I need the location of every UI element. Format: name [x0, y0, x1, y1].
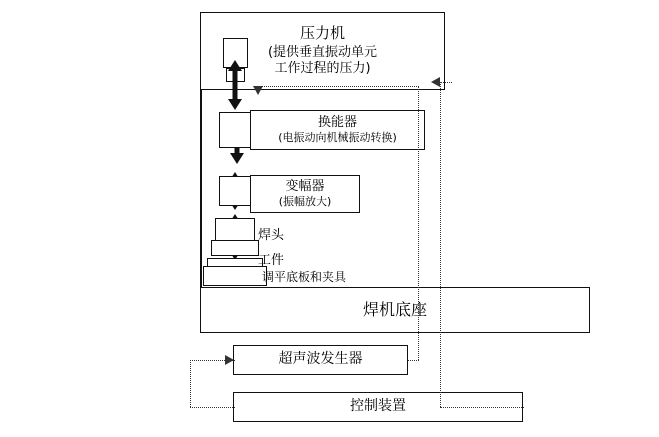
- fixture-label: 调平底板和夹具: [262, 270, 347, 284]
- control-to-press-top: [440, 82, 452, 83]
- horn-tip-block: [211, 240, 259, 256]
- booster-callout-box: [250, 175, 360, 213]
- welder-base-box: [200, 287, 590, 333]
- signal-line-to-transducer: [258, 86, 419, 87]
- horn-label: 焊头: [258, 228, 285, 243]
- signal-arrow-into-transducer: [253, 86, 263, 95]
- ultrasonic-generator-box: [233, 345, 408, 375]
- press-line-2: (提供垂直振动单元: [267, 45, 378, 61]
- transducer-title: 换能器: [317, 115, 357, 130]
- horn-block: [215, 218, 255, 242]
- press-title: 压力机: [299, 24, 345, 43]
- control-left-vertical: [190, 360, 191, 407]
- arrow-to-press: [431, 77, 440, 87]
- signal-line-generator-vertical: [418, 86, 419, 360]
- transducer-line-2: (电振动向机械振动转换): [278, 131, 397, 145]
- control-right-branch: [440, 407, 524, 408]
- press-line-3: 工作过程的压力): [274, 61, 371, 77]
- booster-block: [219, 176, 251, 206]
- ultrasonic-generator-label: 超声波发生器: [278, 351, 363, 368]
- control-to-press-vertical: [440, 82, 441, 407]
- booster-line-2: (振幅放大): [278, 195, 332, 209]
- signal-line-generator-to-column: [408, 360, 419, 361]
- arrow-to-generator: [225, 355, 234, 365]
- transducer-callout-box: [250, 110, 425, 150]
- booster-title: 变幅器: [285, 179, 325, 194]
- control-left-branch: [190, 407, 235, 408]
- control-unit-label: 控制装置: [350, 398, 406, 415]
- fixture-block: [203, 266, 267, 286]
- workpiece-label: 工件: [258, 253, 285, 268]
- welder-base-label: 焊机底座: [362, 300, 427, 319]
